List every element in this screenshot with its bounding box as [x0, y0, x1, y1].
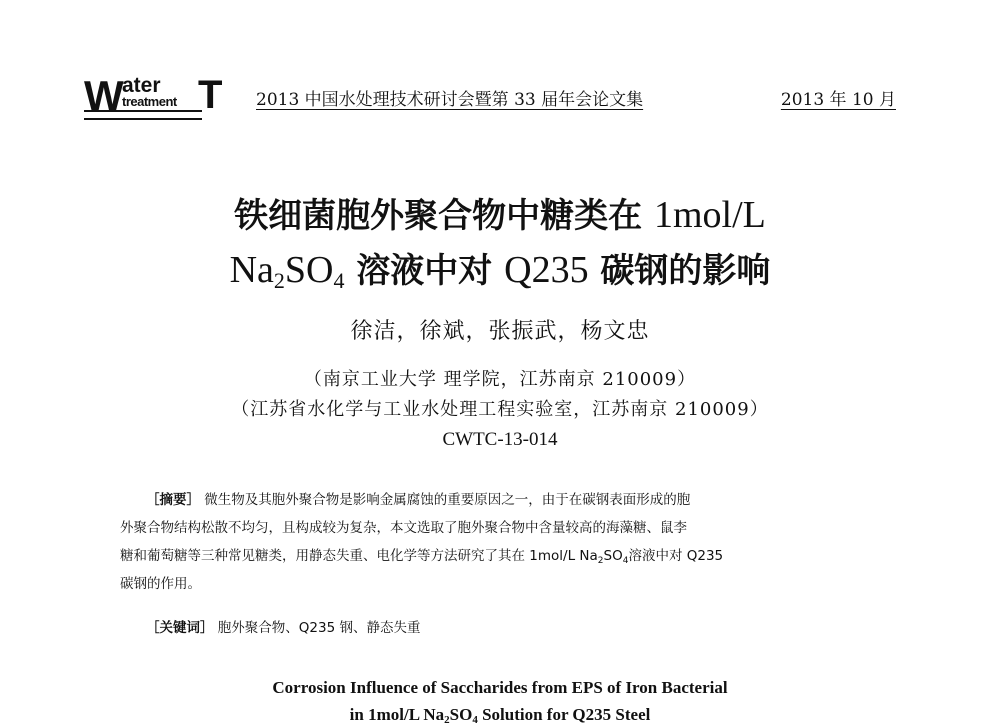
- english-title-text-c: Solution for Q235 Steel: [477, 705, 651, 724]
- paper-code: CWTC-13-014: [442, 429, 558, 450]
- title-formula-na: Na: [229, 249, 274, 291]
- abstract: [120, 486, 885, 598]
- title-text-2: 溶液中对: [344, 251, 505, 291]
- author-list: 徐洁，徐斌，张振武，杨文忠: [350, 319, 650, 344]
- paper-title-line-2: [0, 248, 1000, 293]
- paper-title-line-1: [0, 193, 1000, 238]
- keywords: [146, 616, 420, 640]
- title-formula-sub-2: 2: [273, 268, 285, 293]
- abstract-text-1: 微生物及其胞外聚合物是影响金属腐蚀的重要原因之一，由于在碳钢表面形成的胞: [200, 492, 691, 508]
- abstract-text-3a: 糖和葡萄糖等三种常见糖类，用静态失重、电化学等方法研究了其在 1mol/L Na: [120, 548, 598, 564]
- abstract-line-4: 碳钢的作用。: [120, 576, 201, 592]
- english-title-sub-4: 4: [472, 714, 478, 726]
- title-text-1: 铁细菌胞外聚合物中糖类在: [234, 196, 654, 236]
- abstract-formula-sub-4: 4: [622, 556, 629, 566]
- affiliation-2: （江苏省水化学与工业水处理工程实验室，江苏南京 210009）: [231, 399, 769, 420]
- abstract-label: ［摘要］: [146, 492, 200, 508]
- logo-text-ater: ater: [122, 74, 161, 97]
- abstract-line-3: [120, 542, 885, 570]
- journal-header: [84, 74, 896, 122]
- logo-text-treatment: treatment: [122, 94, 177, 109]
- english-title-text-a: in 1mol/L Na: [349, 705, 445, 724]
- abstract-line-1: [120, 486, 885, 514]
- affiliation-1: （南京工业大学 理学院，江苏南京 210009）: [303, 369, 697, 390]
- water-treatment-logo: [84, 74, 230, 118]
- english-title-line-1: Corrosion Influence of Saccharides from EPS of Iron Bacterial: [272, 678, 728, 697]
- keywords-label: ［关键词］: [146, 620, 214, 636]
- title-concentration: 1mol/L: [653, 194, 766, 236]
- logo-letter-t: T: [198, 73, 223, 117]
- title-formula-so: SO: [284, 249, 334, 291]
- keywords-text: 胞外聚合物、Q235 钢、静态失重: [213, 620, 421, 636]
- logo-underline: [84, 110, 202, 120]
- english-title-text-b: SO: [449, 705, 473, 724]
- abstract-line-2: 外聚合物结构松散不均匀，且构成较为复杂，本文选取了胞外聚合物中含量较高的海藻糖、鼠李: [120, 520, 687, 536]
- proceedings-title: 2013 中国水处理技术研讨会暨第 33 届年会论文集: [256, 90, 644, 110]
- abstract-text-3b: SO: [603, 548, 623, 564]
- title-text-3: 碳钢的影响: [588, 251, 771, 291]
- logo-letter-w: W: [84, 72, 122, 119]
- abstract-formula-sub-2: 2: [597, 556, 604, 566]
- abstract-text-3c: 溶液中对 Q235: [628, 548, 724, 564]
- english-title-line-2: [0, 703, 1000, 727]
- title-steel-grade: Q235: [504, 249, 589, 291]
- title-formula-sub-4: 4: [333, 268, 345, 293]
- english-title-sub-2: 2: [444, 714, 450, 726]
- proceedings-date: 2013 年 10 月: [780, 90, 896, 110]
